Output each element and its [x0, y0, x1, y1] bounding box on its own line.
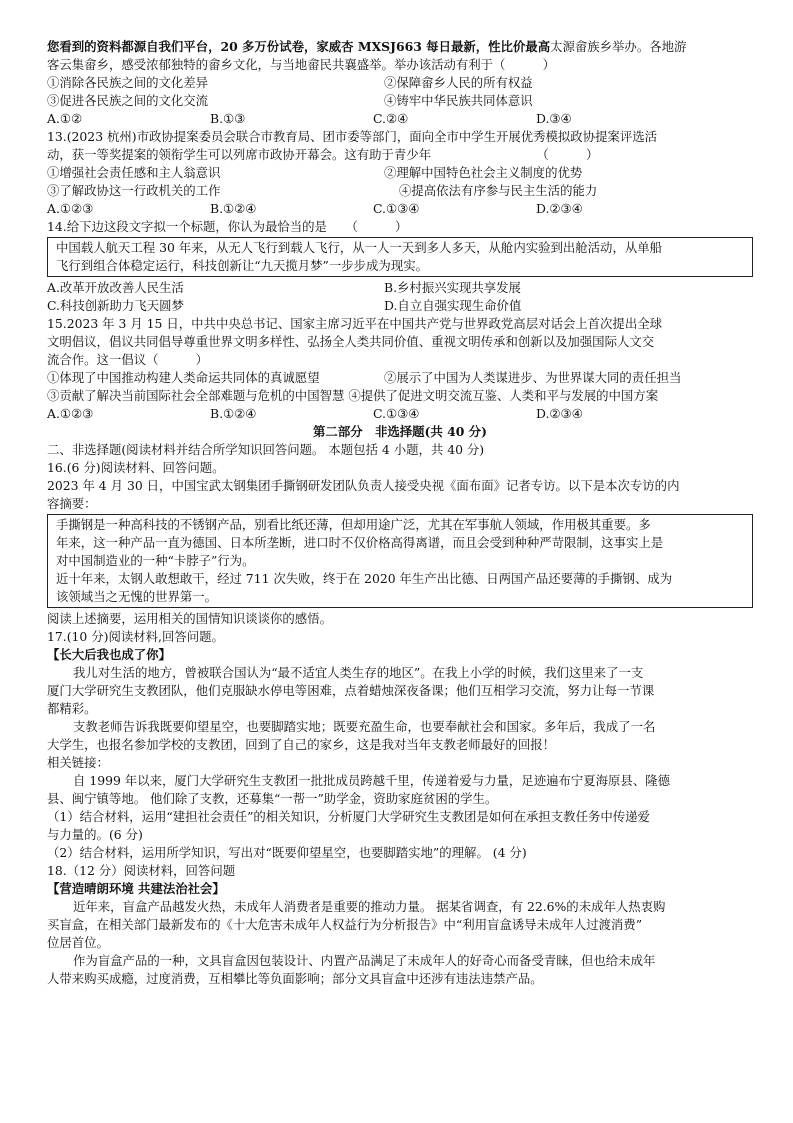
- q15-option-1: ①体现了中国推动构建人类命运共同体的真诚愿望: [47, 370, 320, 385]
- q15-stem-2: 文明倡议，倡议共同倡导尊重世界文明多样性、弘扬全人类共同价值、重视文明传承和创新以及加强国际人文交: [47, 334, 655, 349]
- q15-choice-d: D.②③④: [536, 406, 583, 421]
- q14-choice-c: C.科技创新助力飞天圆梦: [47, 298, 184, 313]
- q14-material-line-2: 飞行到组合体稳定运行，科技创新让“九天揽月梦”一步步成为现实。: [56, 258, 428, 273]
- q13-options-row2: [47, 182, 753, 200]
- q13-choice-d: D.②③④: [536, 201, 583, 216]
- q16-box-line-3: 对中国制造业的一种“卡脖子”行为。: [56, 553, 255, 568]
- question-14: [47, 218, 753, 315]
- q17-para-1a: 我儿对生活的地方，曾被联合国认为“最不适宜人类生存的地区”。在我上小学的时候，我们这里来了一支: [73, 665, 644, 680]
- q13-options-row1: [47, 164, 753, 182]
- q16-box-line-4: 近十年来，太钢人敢想敢干，经过 711 次失败，终于在 2020 年生产出比德、日两国产品还要薄的手撕钢、成为: [56, 571, 673, 586]
- q14-choice-a: A.改革开放改善人民生活: [47, 280, 184, 295]
- q17-subq-1b: 与力量的。(6 分): [47, 827, 143, 842]
- q16-heading: 16.(6 分)阅读材料、回答问题。: [47, 460, 225, 475]
- q12-option-1: ①消除各民族之间的文化差异: [47, 75, 209, 90]
- q12-choice-d: D.③④: [536, 111, 572, 126]
- header-line: [47, 38, 753, 56]
- q13-stem-1: 13.(2023 杭州)市政协提案委员会联合市教育局、团市委等部门，面向全市中学生开展优秀模拟政协提案评选活: [47, 129, 658, 144]
- q14-choices-row1: [47, 279, 753, 297]
- q14-material-box: [47, 237, 753, 277]
- q15-choice-a: A.①②③: [47, 406, 94, 421]
- exam-page: [47, 38, 753, 988]
- part-two-intro: 二、非选择题(阅读材料并结合所学知识回答问题。 本题包括 4 小题，共 40 分): [47, 442, 485, 457]
- q14-material-line-1: 中国载人航天工程 30 年来，从无人飞行到载人飞行，从一人一天到多人多天，从舱内实验到出舱活动，从单船: [56, 240, 663, 255]
- q15-options-row2: [47, 387, 753, 405]
- q18-material-title: 【营造晴朗环境 共建法治社会】: [47, 881, 225, 896]
- q18-para-2b: 人带来购买成瘾，过度消费，互相攀比等负面影响；部分文具盲盒中还涉有违法违禁产品。: [47, 971, 543, 986]
- question-17: [47, 628, 753, 862]
- q15-option-2: ②展示了中国为人类谋进步、为世界谋大同的责任担当: [384, 370, 682, 385]
- q17-material-title: 【长大后我也成了你】: [47, 647, 171, 662]
- q12-choices: [47, 110, 753, 128]
- q17-para-2b: 大学生，也报名参加学校的支教团，回到了自己的家乡，这是我对当年支教老师最好的回报！: [47, 737, 556, 752]
- q18-heading: 18.（12 分）阅读材料，回答问题: [47, 863, 236, 878]
- q12-option-2: ②保障畲乡人民的所有权益: [384, 75, 533, 90]
- question-12: [47, 56, 753, 128]
- question-13: [47, 128, 753, 218]
- q12-options-row2: [47, 92, 753, 110]
- q16-box-line-5: 该领域当之无愧的世界第一。: [56, 589, 218, 604]
- q13-choice-a: A.①②③: [47, 201, 94, 216]
- q12-option-3: ③促进各民族之间的文化交流: [47, 93, 209, 108]
- q13-option-4: ④提高依法有序参与民主生活的能力: [399, 183, 598, 198]
- q18-para-1a: 近年来，盲盒产品越发火热，未成年人消费者是重要的推动力量。 据某省调查，有 22.6%的未成年人热衷购: [73, 899, 666, 914]
- q17-para-2a: 支教老师告诉我既要仰望星空，也要脚踏实地；既要充盈生命，也要奉献社会和国家。多年后，我成了一名: [73, 719, 656, 734]
- q12-choice-c: C.②④: [373, 111, 409, 126]
- q17-para-1b: 厦门大学研究生支教团队，他们克服缺水停电等困难，点着蜡烛深夜备课；他们互相学习交流，努力让每一节课: [47, 683, 655, 698]
- q14-choice-d: D.自立自强实现生命价值: [384, 298, 522, 313]
- q16-paragraph-1: 2023 年 4 月 30 日，中国宝武太钢集团手撕钢研发团队负责人接受央视《面布面》记者专访。以下是本次专访的内: [47, 478, 680, 493]
- q12-option-4: ④铸牢中华民族共同体意识: [384, 93, 533, 108]
- q14-stem: 14.给下边这段文字拟一个标题，你认为最恰当的是 （ ）: [47, 219, 408, 234]
- q15-choice-b: B.①②④: [210, 406, 257, 421]
- q17-subq-1a: （1）结合材料，运用“建担社会责任”的相关知识，分析厦门大学研究生支教团是如何在承担支教任务中传递爱: [47, 809, 650, 824]
- q17-para-3a: 自 1999 年以来，厦门大学研究生支教团一批批成员跨越千里，传递着爱与力量，足迹遍布宁夏海原县、隆德: [73, 773, 670, 788]
- q16-box-line-2: 年来，这一种产品一直为德国、日本所垄断，进口时不仅价格高得离谱，而且会受到种种严苛限制，这事实上是: [56, 535, 664, 550]
- q14-choices-row2: [47, 297, 753, 315]
- q18-para-2a: 作为盲盒产品的一种，文具盲盒因包装设计、内置产品满足了未成年人的好奇心而备受青睐，但也给未成年: [73, 953, 656, 968]
- q15-option-4: ④提供了促进文明交流互鉴、人类和平与发展的中国方案: [348, 388, 659, 403]
- promo-text: 您看到的资料都源自我们平台，20 多万份试卷，家威杏 MXSJ663 每日最新，性比价最高: [47, 39, 551, 54]
- q18-para-1c: 位居首位。: [47, 935, 109, 950]
- q12-options-row1: [47, 74, 753, 92]
- q12-choice-b: B.①③: [210, 111, 246, 126]
- question-15: [47, 315, 753, 423]
- part-two-title: 第二部分 非选择题(共 40 分): [313, 424, 487, 439]
- q13-option-2: ②理解中国特色社会主义制度的优势: [384, 165, 583, 180]
- question-18: [47, 862, 753, 988]
- q13-choices: [47, 200, 753, 218]
- q16-material-box: [47, 514, 753, 608]
- q12-stem-start: 太源畲族乡举办。各地游: [550, 39, 687, 54]
- q13-option-3: ③了解政协这一行政机关的工作: [47, 183, 221, 198]
- q17-para-1c: 都精彩。: [47, 701, 97, 716]
- q17-subq-2: （2）结合材料，运用所学知识，写出对“既要仰望星空，也要脚踏实地”的理解。 (4 分): [47, 845, 527, 860]
- q15-stem-3: 流合作。这一倡议（ ）: [47, 352, 209, 367]
- q14-choice-b: B.乡村振兴实现共享发展: [384, 280, 521, 295]
- q13-stem-2: 动，获一等奖提案的领衔学生可以列席市政协开幕会。这有助于青少年 （ ）: [47, 147, 599, 162]
- q12-stem: 客云集畲乡，感受浓郁独特的畲乡文化，与当地畲民共襄盛举。举办该活动有利于（ ）: [47, 57, 556, 72]
- q18-para-1b: 买盲盒，在相关部门最新发布的《十大危害未成年人权益行为分析报告》中“利用盲盒诱导未成年人过渡消费”: [47, 917, 643, 932]
- question-16: [47, 459, 753, 628]
- q17-related-link: 相关链接：: [47, 755, 109, 770]
- q17-para-3b: 县、闽宁镇等地。 他们除了支教，还募集“一帮一”助学金，资助家庭贫困的学生。: [47, 791, 498, 806]
- q15-options-row1: [47, 369, 753, 387]
- q16-box-line-1: 手撕钢是一种高科技的不锈钢产品，别看比纸还薄，但却用途广泛，尤其在军事航人领域，作用极其重要。多: [56, 517, 651, 532]
- q12-choice-a: A.①②: [47, 111, 83, 126]
- q15-option-3: ③贡献了解决当前国际社会全部难题与危机的中国智慧: [47, 388, 345, 403]
- q15-choice-c: C.①③④: [373, 406, 420, 421]
- q15-choices: [47, 405, 753, 423]
- q13-choice-b: B.①②④: [210, 201, 257, 216]
- q17-heading: 17.(10 分)阅读材料,回答问题。: [47, 629, 224, 644]
- q16-question: 阅读上述摘要，运用相关的国情知识谈谈你的感悟。: [47, 611, 332, 626]
- q13-option-1: ①增强社会责任感和主人翁意识: [47, 165, 221, 180]
- q15-stem-1: 15.2023 年 3 月 15 日，中共中央总书记、国家主席习近平在中国共产党与世界政党高层对话会上首次提出全球: [47, 316, 662, 331]
- q13-choice-c: C.①③④: [373, 201, 420, 216]
- q16-paragraph-2: 容摘要：: [47, 496, 97, 511]
